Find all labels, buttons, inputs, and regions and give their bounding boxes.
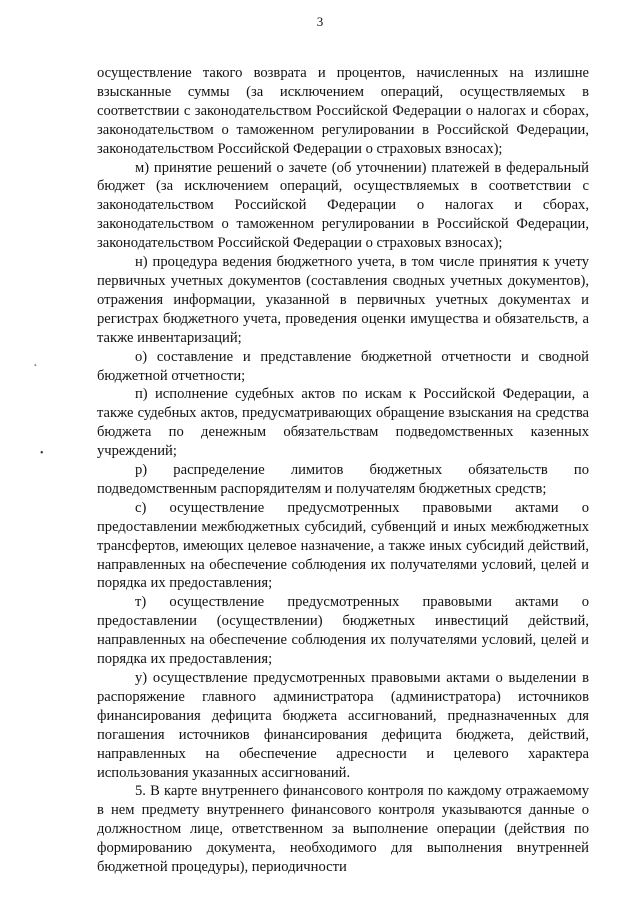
margin-mark: ˛ — [34, 356, 38, 367]
paragraph-continuation: осуществление такого возврата и процентов, начисленных на излишне взысканные суммы (за исключением операций, осуществляемых в соответствии с законодательством Российской Федерации о налогах и сборах, законодательством о таможенном регулировании в Российской Федерации, законодательством Российской Федерации о страховых взносах); — [97, 65, 589, 157]
paragraph-item-m: м) принятие решений о зачете (об уточнении) платежей в федеральный бюджет (за исключением операций, осуществляемых в соответствии с законодательством Российской Федерации о налогах и сборах, законодательством о таможенном регулировании в Российской Федерации, законодательством Российской Федерации о страховых взносах); — [97, 159, 589, 252]
paragraph-item-o: о) составление и представление бюджетной отчетности и сводной бюджетной отчетности; — [97, 348, 589, 384]
paragraph-item-p: п) исполнение судебных актов по искам к Российской Федерации, а также судебных актов, предусматривающих обращение взыскания на средства бюджета по денежным обязательствам подведомственных казенных учреждений; — [97, 386, 589, 460]
paragraph-item-s: с) осуществление предусмотренных правовыми актами о предоставлении межбюджетных субсидий, субвенций и иных межбюджетных трансфертов, имеющих целевое назначение, а также иных субсидий действий, направленных на обеспечение соблюдения их получателями условий, целей и порядка их предоставления; — [97, 499, 589, 592]
page-number: 3 — [316, 14, 324, 29]
margin-mark: • — [40, 448, 44, 459]
paragraph-clause-5: 5. В карте внутреннего финансового контроля по каждому отражаемому в нем предмету внутреннего финансового контроля указываются данные о должностном лице, ответственном за выполнение операции (действия по формированию документа, необходимого для выполнения внутренней бюджетной процедуры), периодичности — [97, 783, 589, 876]
paragraph-item-r: р) распределение лимитов бюджетных обязательств по подведомственным распорядителям и получателям бюджетных средств; — [97, 462, 589, 497]
paragraph-item-u: у) осуществление предусмотренных правовыми актами о выделении в распоряжение главного администратора (администратора) источников финансирования дефицита бюджета ассигнований, предназначенных для погашения источников финансирования дефицита бюджета, действий, направленных на обеспечение адресности и целевого характера использования указанных ассигнований. — [97, 670, 589, 781]
paragraph-item-n: н) процедура ведения бюджетного учета, в том числе принятия к учету первичных учетных документов (составления сводных учетных документов), отражения информации, указанной в первичных учетных документах и регистрах бюджетного учета, проведения оценки имущества и обязательств, а также инвентаризаций; — [97, 254, 589, 346]
paragraph-item-t: т) осуществление предусмотренных правовыми актами о предоставлении (осуществлении) бюджетных инвестиций действий, направленных на обеспечение соблюдения их получателями условий, целей и порядка их предоставления; — [97, 594, 589, 668]
document-body — [97, 64, 589, 877]
